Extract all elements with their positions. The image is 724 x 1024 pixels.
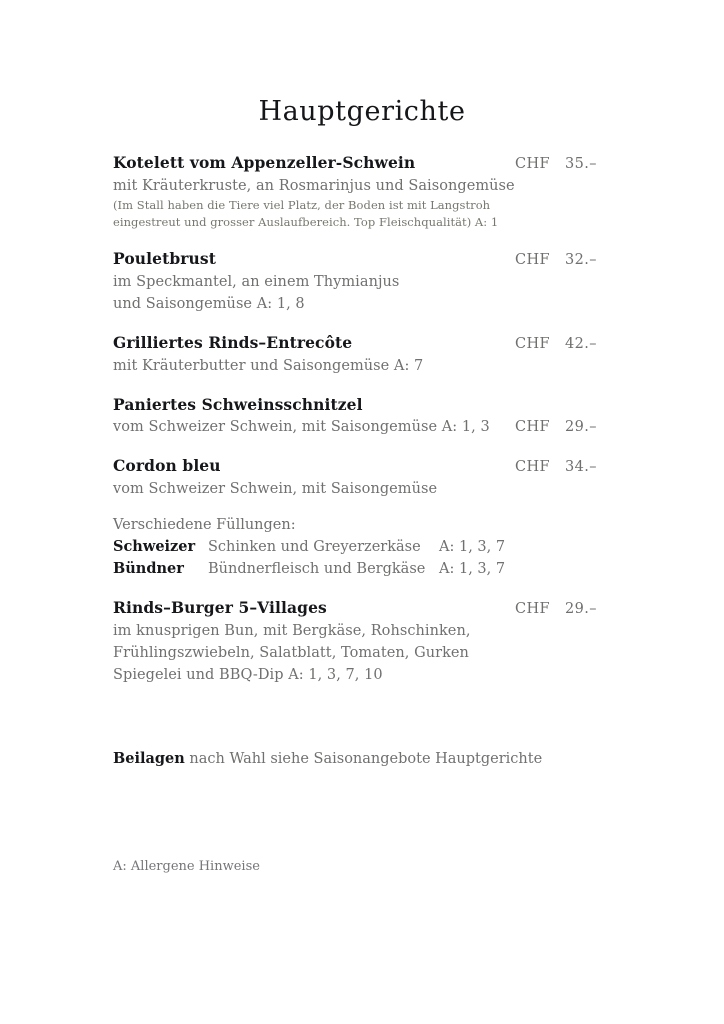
dish-description: mit Kräuterkruste, an Rosmarinjus und Saisongemüse: [113, 178, 515, 194]
dish-description: mit Kräuterbutter und Saisongemüse A: 7: [113, 358, 424, 374]
dish-item: [113, 152, 613, 231]
dish-name: Kotelett vom Appenzeller-Schwein: [113, 153, 416, 172]
dish-description: und Saisongemüse A: 1, 8: [113, 296, 305, 312]
dish-name: Grilliertes Rinds–Entrecôte: [113, 333, 353, 352]
dish-price: [515, 333, 613, 355]
beilagen-note: [113, 748, 542, 770]
dish-name: Rinds–Burger 5–Villages: [113, 598, 327, 617]
currency-label: CHF: [515, 419, 551, 435]
dish-desc-row: [113, 293, 613, 315]
currency-label: CHF: [515, 252, 551, 268]
dish-description: im knusprigen Bun, mit Bergkäse, Rohschinken,: [113, 623, 471, 639]
dish-text-block: [113, 455, 515, 477]
dish-desc-block: [113, 620, 613, 642]
dish-note: eingestreut und grosser Auslaufbereich. Top Fleischqualität) A: 1: [113, 215, 499, 229]
dish-item: [113, 455, 613, 580]
dish-item: [113, 597, 613, 686]
filling-allergens: A: 1, 3, 7: [439, 539, 506, 555]
dish-desc-block: [113, 293, 613, 315]
dish-desc-block: [113, 175, 613, 197]
dish-text-block: [113, 248, 515, 270]
dish-desc-block: [113, 642, 613, 664]
filling-name: Schweizer: [113, 538, 196, 555]
filling-allergens: A: 1, 3, 7: [439, 561, 506, 577]
dish-price: [515, 598, 613, 620]
page-title: Hauptgerichte: [258, 96, 466, 127]
dish-title-row: [113, 394, 613, 416]
dish-desc-row: [113, 416, 613, 438]
filling-description: Schinken und Greyerzerkäse: [208, 539, 421, 555]
price-amount: 42.–: [565, 336, 597, 352]
currency-label: CHF: [515, 336, 551, 352]
dish-title-row: [113, 455, 613, 478]
currency-label: CHF: [515, 601, 551, 617]
price-amount: 29.–: [565, 601, 597, 617]
dish-desc-block: [113, 355, 613, 377]
dish-desc-row: [113, 664, 613, 686]
dish-name: Pouletbrust: [113, 249, 217, 268]
dish-price: [515, 416, 613, 438]
dish-text-block: [113, 152, 515, 174]
filling-name: Bündner: [113, 560, 184, 577]
dish-desc-row: [113, 175, 613, 197]
dish-item: [113, 394, 613, 438]
fillings-table: [113, 514, 613, 580]
dish-desc-block: [113, 478, 613, 500]
dish-description: im Speckmantel, an einem Thymianjus: [113, 274, 400, 290]
dish-price: [515, 249, 613, 271]
dish-text-block: [113, 394, 613, 416]
dish-title-row: [113, 332, 613, 355]
dish-name: Paniertes Schweinsschnitzel: [113, 395, 363, 414]
dish-text-block: [113, 597, 515, 619]
price-amount: 34.–: [565, 459, 597, 475]
filling-row: [113, 558, 613, 580]
allergen-footnote: A: Allergene Hinweise: [113, 859, 260, 874]
fillings-heading: Verschiedene Füllungen:: [113, 517, 296, 533]
dish-desc-block: [113, 271, 613, 293]
dish-item: [113, 248, 613, 315]
dish-title-row: [113, 248, 613, 271]
beilagen-label: Beilagen: [113, 750, 185, 767]
dish-item: [113, 332, 613, 377]
dish-description: vom Schweizer Schwein, mit Saisongemüse A: 1, 3: [113, 419, 490, 435]
price-amount: 35.–: [565, 156, 597, 172]
dish-desc-row: [113, 642, 613, 664]
dish-description: vom Schweizer Schwein, mit Saisongemüse: [113, 481, 438, 497]
dish-desc-row: [113, 620, 613, 642]
dish-note: (Im Stall haben die Tiere viel Platz, der Boden ist mit Langstroh: [113, 198, 491, 212]
dish-desc-block: [113, 416, 515, 438]
filling-row: [113, 536, 613, 558]
price-amount: 32.–: [565, 252, 597, 268]
dish-desc-block: [113, 664, 613, 686]
dish-desc-row: [113, 355, 613, 377]
dish-name: Cordon bleu: [113, 456, 221, 475]
dish-price: [515, 153, 613, 175]
dish-title-row: [113, 152, 613, 175]
filling-description: Bündnerfleisch und Bergkäse: [208, 561, 426, 577]
beilagen-text: nach Wahl siehe Saisonangebote Hauptgerichte: [184, 751, 543, 767]
dish-description: Spiegelei und BBQ-Dip A: 1, 3, 7, 10: [113, 667, 383, 683]
price-amount: 29.–: [565, 419, 597, 435]
dish-title-row: [113, 597, 613, 620]
dish-description: Frühlingszwiebeln, Salatblatt, Tomaten, Gurken: [113, 645, 469, 661]
dish-text-block: [113, 332, 515, 354]
dish-desc-row: [113, 271, 613, 293]
dish-list: [113, 152, 613, 703]
dish-price: [515, 456, 613, 478]
currency-label: CHF: [515, 459, 551, 475]
currency-label: CHF: [515, 156, 551, 172]
dish-desc-row: [113, 478, 613, 500]
